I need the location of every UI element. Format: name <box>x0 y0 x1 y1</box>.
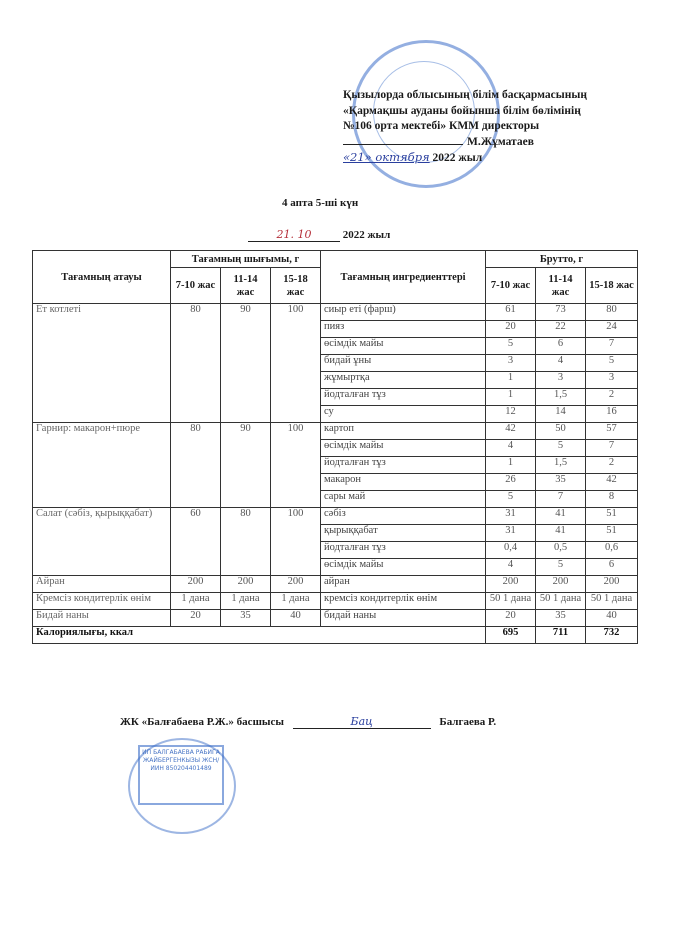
table-row <box>33 593 638 610</box>
menu-table <box>32 250 638 644</box>
header-output: Тағамның шығымы, г <box>171 251 321 268</box>
brutto-value: 4 <box>486 559 536 576</box>
brutto-value: 31 <box>486 508 536 525</box>
ingredient-name: пияз <box>321 321 486 338</box>
footer-org: ЖК «Балғабаева Р.Ж.» басшысы <box>120 716 284 728</box>
brutto-value: 7 <box>586 338 638 355</box>
dish-name: Бидай наны <box>33 610 171 627</box>
brutto-value: 4 <box>536 355 586 372</box>
dish-output: 90 <box>221 304 271 423</box>
dish-name: Салат (сәбіз, қырыққабат) <box>33 508 171 576</box>
ingredient-name: бидай ұны <box>321 355 486 372</box>
approval-block <box>343 88 663 167</box>
header-brutto-age-7-10: 7-10 жас <box>486 268 536 304</box>
brutto-value: 3 <box>536 372 586 389</box>
dish-output: 200 <box>271 576 321 593</box>
brutto-value: 20 <box>486 610 536 627</box>
brutto-value: 61 <box>486 304 536 321</box>
table-row <box>33 423 638 440</box>
dish-output: 200 <box>221 576 271 593</box>
ingredient-name: сары май <box>321 491 486 508</box>
menu-date <box>248 228 390 242</box>
brutto-value: 1 <box>486 389 536 406</box>
table-row <box>33 576 638 593</box>
calories-row <box>33 627 638 644</box>
dish-output: 60 <box>171 508 221 576</box>
brutto-value: 6 <box>586 559 638 576</box>
brutto-value: 0,4 <box>486 542 536 559</box>
footer-name: Балгаева Р. <box>439 716 497 728</box>
footer-handwritten-signature: Бац <box>293 715 431 729</box>
brutto-value: 14 <box>536 406 586 423</box>
menu-date-year: 2022 жыл <box>342 229 391 241</box>
approval-signer-line <box>343 135 663 151</box>
brutto-value: 42 <box>486 423 536 440</box>
brutto-value: 16 <box>586 406 638 423</box>
approval-line-3: №106 орта мектебі» КММ директоры <box>343 120 540 132</box>
ingredient-name: кремсіз кондитерлік өнім <box>321 593 486 610</box>
brutto-value: 3 <box>586 372 638 389</box>
ingredient-name: йодталған тұз <box>321 542 486 559</box>
brutto-value: 51 <box>586 525 638 542</box>
approval-date-hand: «21» октября <box>343 150 430 164</box>
brutto-value: 5 <box>486 491 536 508</box>
brutto-value: 5 <box>536 440 586 457</box>
dish-output: 80 <box>171 304 221 423</box>
brutto-value: 1 <box>486 372 536 389</box>
brutto-value: 5 <box>586 355 638 372</box>
footer-signature <box>120 715 496 729</box>
brutto-value: 2 <box>586 389 638 406</box>
ingredient-name: өсімдік майы <box>321 559 486 576</box>
ingredient-name: өсімдік майы <box>321 338 486 355</box>
dish-output: 20 <box>171 610 221 627</box>
approval-signer: М.Жұматаев <box>467 135 534 148</box>
ingredient-name: йодталған тұз <box>321 389 486 406</box>
brutto-value: 0,6 <box>586 542 638 559</box>
brutto-value: 6 <box>536 338 586 355</box>
brutto-value: 3 <box>486 355 536 372</box>
menu-body <box>33 304 638 644</box>
brutto-value: 41 <box>536 525 586 542</box>
approval-date-line <box>343 150 663 167</box>
brutto-value: 5 <box>536 559 586 576</box>
header-brutto-age-11-14: 11-14 жас <box>536 268 586 304</box>
dish-output: 40 <box>271 610 321 627</box>
header-output-age-15-18: 15-18 жас <box>271 268 321 304</box>
brutto-value: 50 1 дана <box>536 593 586 610</box>
brutto-value: 80 <box>586 304 638 321</box>
brutto-value: 42 <box>586 474 638 491</box>
dish-name: Гарнир: макарон+пюре <box>33 423 171 508</box>
brutto-value: 57 <box>586 423 638 440</box>
dish-output: 100 <box>271 508 321 576</box>
ingredient-name: су <box>321 406 486 423</box>
dish-output: 1 дана <box>271 593 321 610</box>
approval-year: 2022 жыл <box>432 152 483 164</box>
approval-line-2: «Қармақшы ауданы бойынша білім бөлімінің <box>343 104 581 117</box>
week-day-title: 4 апта 5-ші күн <box>282 197 359 209</box>
brutto-value: 200 <box>536 576 586 593</box>
brutto-value: 50 1 дана <box>486 593 536 610</box>
ip-stamp: ИП БАЛГАБАЕВА РАБИГА ЖАЙБЕРГЕНКЫЗЫ ЖСН/ИИН 850204401489 <box>138 745 224 805</box>
signature-line <box>343 144 463 145</box>
brutto-value: 31 <box>486 525 536 542</box>
brutto-value: 73 <box>536 304 586 321</box>
brutto-value: 50 1 дана <box>586 593 638 610</box>
brutto-value: 50 <box>536 423 586 440</box>
header-output-age-11-14: 11-14 жас <box>221 268 271 304</box>
brutto-value: 22 <box>536 321 586 338</box>
brutto-value: 1,5 <box>536 389 586 406</box>
ingredient-name: сәбіз <box>321 508 486 525</box>
dish-output: 100 <box>271 423 321 508</box>
brutto-value: 2 <box>586 457 638 474</box>
header-brutto: Брутто, г <box>486 251 638 268</box>
ingredient-name: макарон <box>321 474 486 491</box>
ingredient-name: бидай наны <box>321 610 486 627</box>
table-row <box>33 304 638 321</box>
brutto-value: 5 <box>486 338 536 355</box>
brutto-value: 8 <box>586 491 638 508</box>
dish-output: 80 <box>221 508 271 576</box>
dish-output: 80 <box>171 423 221 508</box>
ingredient-name: өсімдік майы <box>321 440 486 457</box>
dish-name: Кремсіз кондитерлік өнім <box>33 593 171 610</box>
calories-value: 732 <box>586 627 638 644</box>
brutto-value: 24 <box>586 321 638 338</box>
dish-output: 1 дана <box>221 593 271 610</box>
ingredient-name: йодталған тұз <box>321 457 486 474</box>
menu-date-hand: 21. 10 <box>248 228 340 242</box>
brutto-value: 1,5 <box>536 457 586 474</box>
brutto-value: 40 <box>586 610 638 627</box>
brutto-value: 51 <box>586 508 638 525</box>
dish-output: 90 <box>221 423 271 508</box>
table-row <box>33 508 638 525</box>
dish-name: Айран <box>33 576 171 593</box>
dish-name: Ет котлеті <box>33 304 171 423</box>
brutto-value: 7 <box>536 491 586 508</box>
ingredient-name: картоп <box>321 423 486 440</box>
brutto-value: 35 <box>536 610 586 627</box>
calories-label: Калориялығы, ккал <box>33 627 486 644</box>
brutto-value: 0,5 <box>536 542 586 559</box>
header-dish: Тағамның атауы <box>33 251 171 304</box>
header-brutto-age-15-18: 15-18 жас <box>586 268 638 304</box>
brutto-value: 26 <box>486 474 536 491</box>
approval-line-1: Қызылорда облысының білім басқармасының <box>343 89 587 101</box>
table-row <box>33 610 638 627</box>
dish-output: 200 <box>171 576 221 593</box>
dish-output: 100 <box>271 304 321 423</box>
brutto-value: 1 <box>486 457 536 474</box>
brutto-value: 20 <box>486 321 536 338</box>
ingredient-name: сиыр еті (фарш) <box>321 304 486 321</box>
header-output-age-7-10: 7-10 жас <box>171 268 221 304</box>
brutto-value: 35 <box>536 474 586 491</box>
dish-output: 1 дана <box>171 593 221 610</box>
brutto-value: 200 <box>486 576 536 593</box>
brutto-value: 4 <box>486 440 536 457</box>
ingredient-name: айран <box>321 576 486 593</box>
header-ingredients: Тағамның ингредиенттері <box>321 251 486 304</box>
calories-value: 711 <box>536 627 586 644</box>
calories-value: 695 <box>486 627 536 644</box>
dish-output: 35 <box>221 610 271 627</box>
brutto-value: 200 <box>586 576 638 593</box>
ingredient-name: қырыққабат <box>321 525 486 542</box>
brutto-value: 12 <box>486 406 536 423</box>
ingredient-name: жұмыртқа <box>321 372 486 389</box>
brutto-value: 7 <box>586 440 638 457</box>
brutto-value: 41 <box>536 508 586 525</box>
